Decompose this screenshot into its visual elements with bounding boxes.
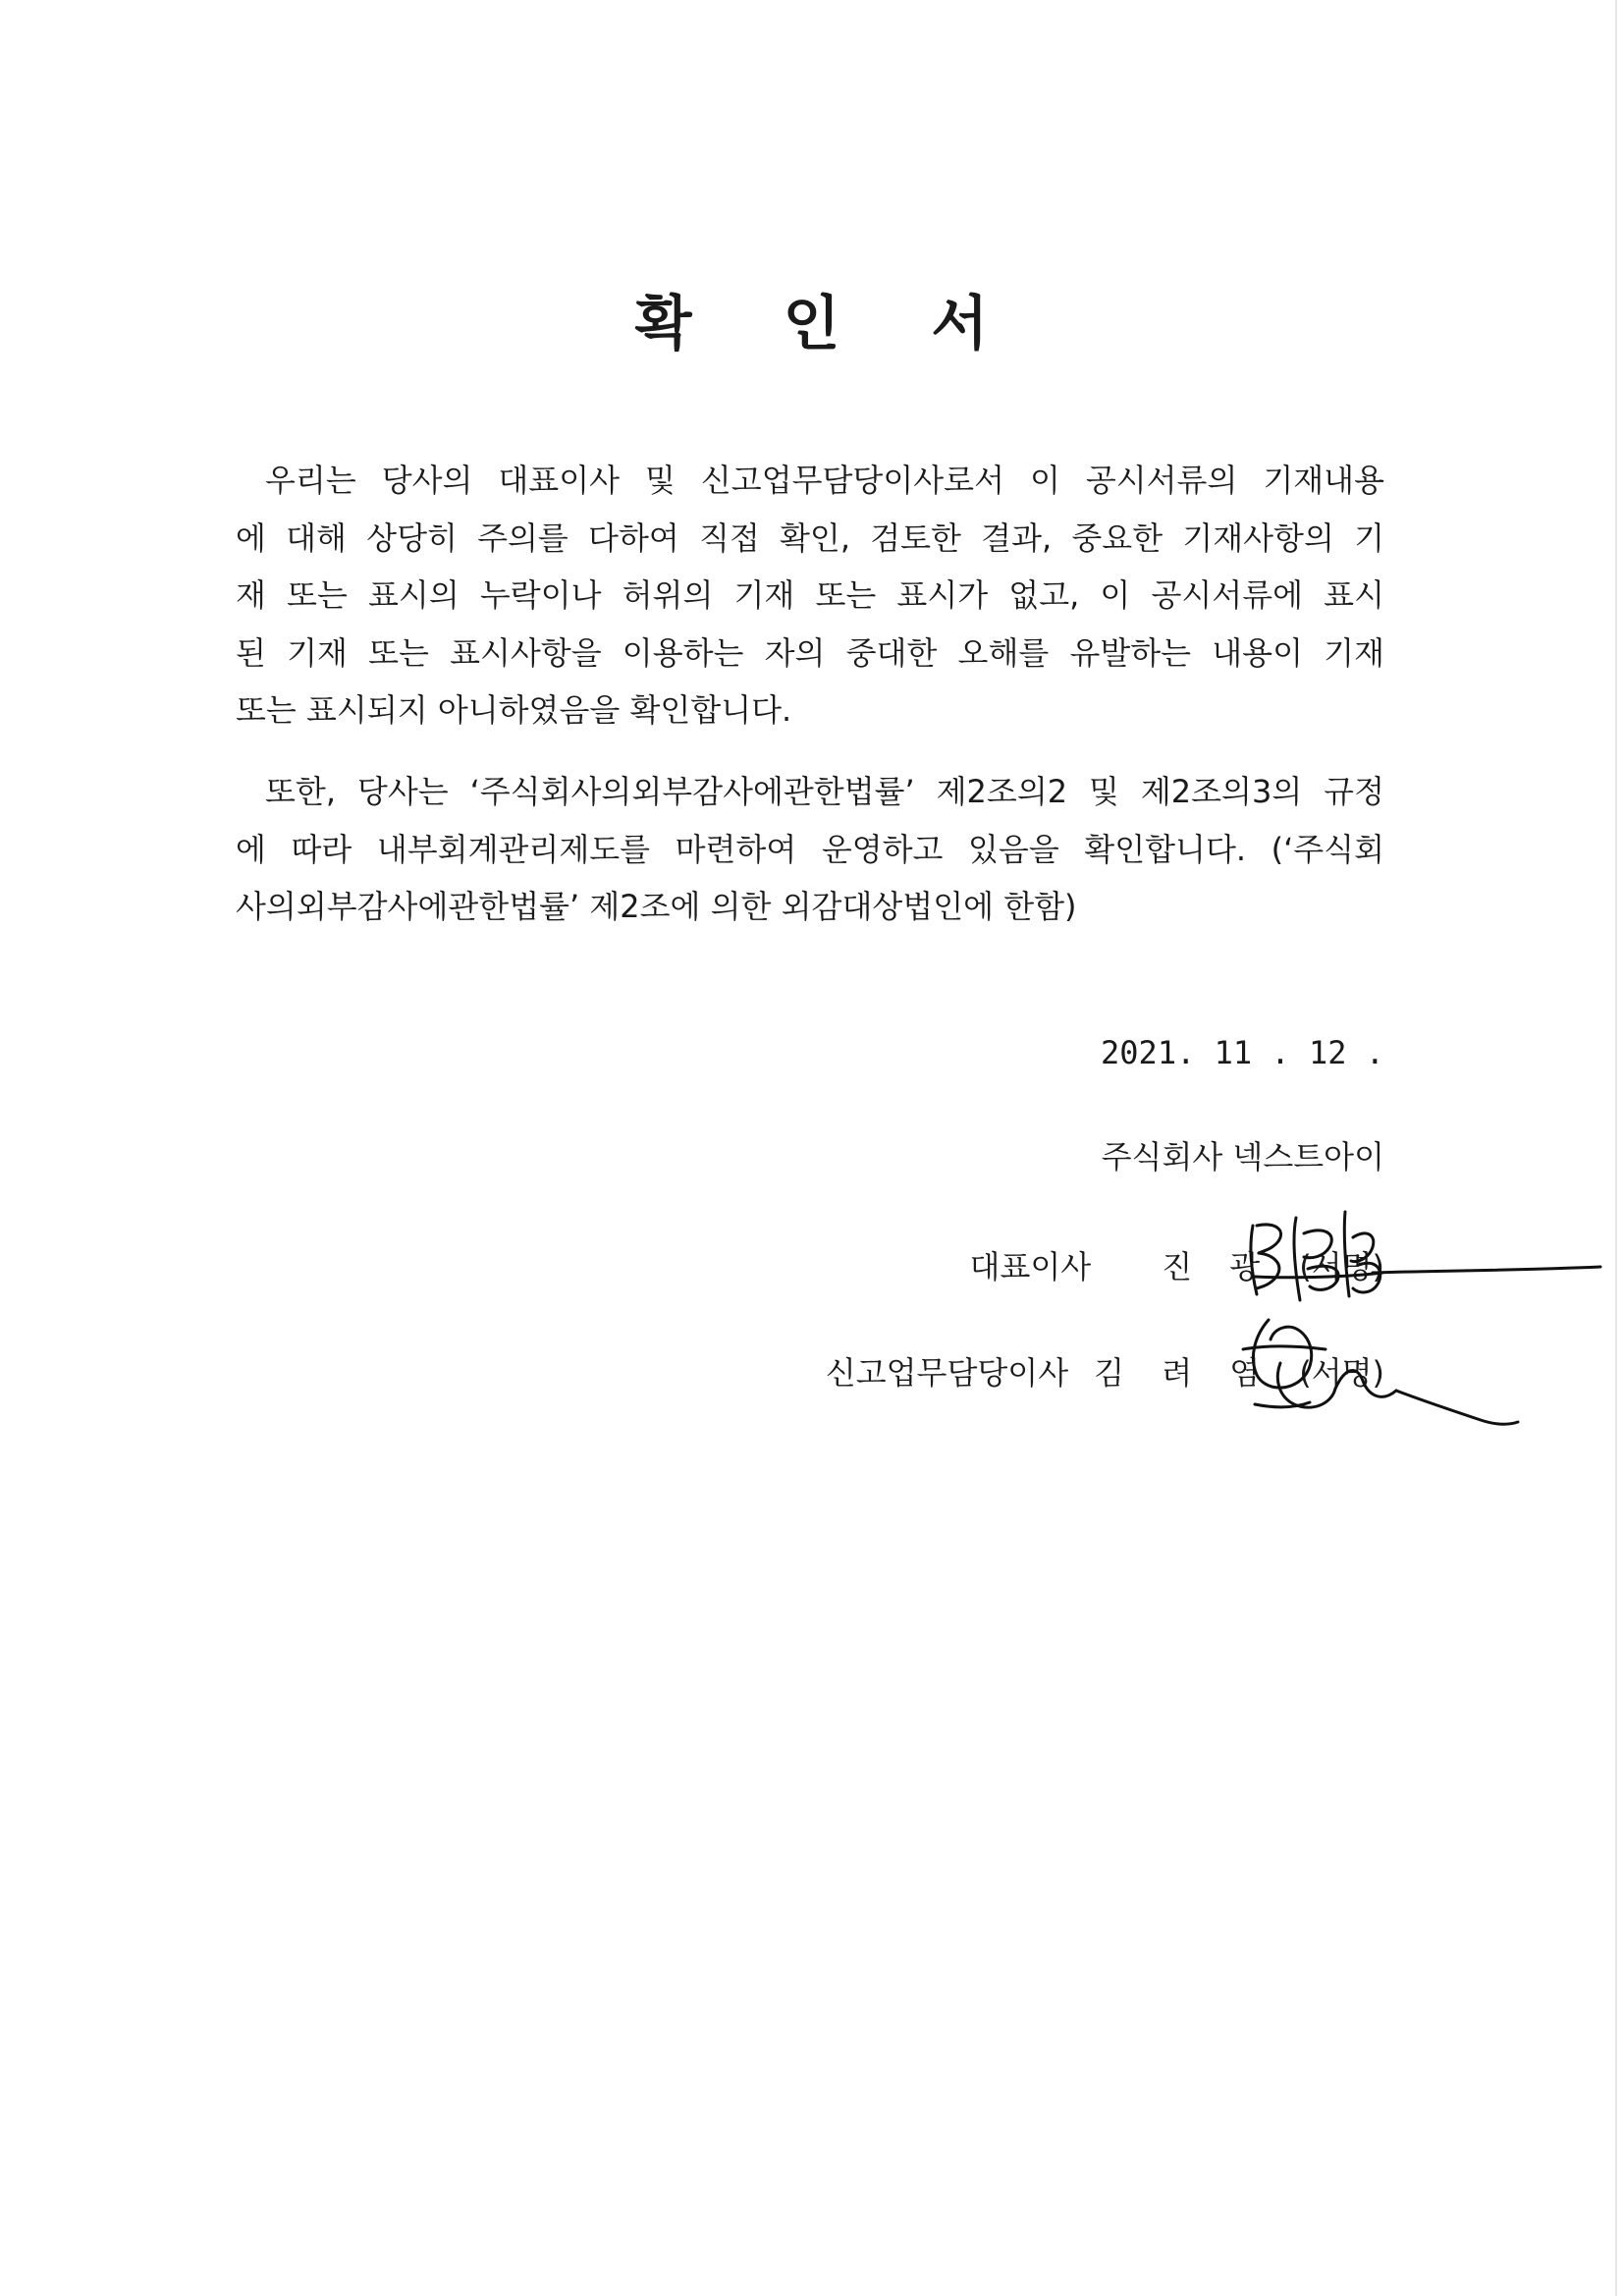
signatory-role: 대표이사	[969, 1248, 1092, 1285]
scan-edge	[1615, 0, 1617, 2296]
paragraph-line: 사의외부감사에관한법률’ 제2조에 의한 외감대상법인에 한함)	[236, 888, 1077, 925]
company-name: 주식회사 넥스트아이	[1101, 1138, 1384, 1175]
paragraph-confirmation	[236, 452, 1384, 739]
paragraph-line: 재 또는 표시의 누락이나 허위의 기재 또는 표시가 없고, 이 공시서류에 표시	[236, 576, 1384, 614]
signatory-disclosure-officer	[826, 1348, 1384, 1394]
signatory-role: 신고업무담당이사	[825, 1354, 1069, 1392]
sign-label: (서명)	[1299, 1248, 1384, 1285]
paragraph-internal-control	[236, 763, 1384, 936]
paragraph-line: 또는 표시되지 아니하였음을 확인합니다.	[236, 691, 792, 729]
paragraph-line: 된 기재 또는 표시사항을 이용하는 자의 중대한 오해를 유발하는 내용이 기재	[236, 633, 1384, 672]
paragraph-line: 에 따라 내부회계관리제도를 마련하여 운영하고 있음을 확인합니다. (‘주식회	[236, 830, 1384, 868]
document-title: 확 인 서	[634, 290, 1024, 358]
paragraph-line: 에 대해 상당히 주의를 다하여 직접 확인, 검토한 결과, 중요한 기재사항의 기	[236, 519, 1384, 557]
paragraph-line: 또한, 당사는 ‘주식회사의외부감사에관한법률’ 제2조의2 및 제2조의3의 규정	[265, 773, 1384, 810]
signatory-name: 김 려 염	[1094, 1354, 1274, 1392]
signatory-ceo	[970, 1242, 1384, 1287]
document-date: 2021. 11 . 12 .	[1101, 1034, 1384, 1071]
signatory-name: 진 광	[1162, 1248, 1274, 1285]
sign-label: (서명)	[1299, 1354, 1384, 1392]
paragraph-line: 우리는 당사의 대표이사 및 신고업무담당이사로서 이 공시서류의 기재내용	[265, 462, 1384, 499]
